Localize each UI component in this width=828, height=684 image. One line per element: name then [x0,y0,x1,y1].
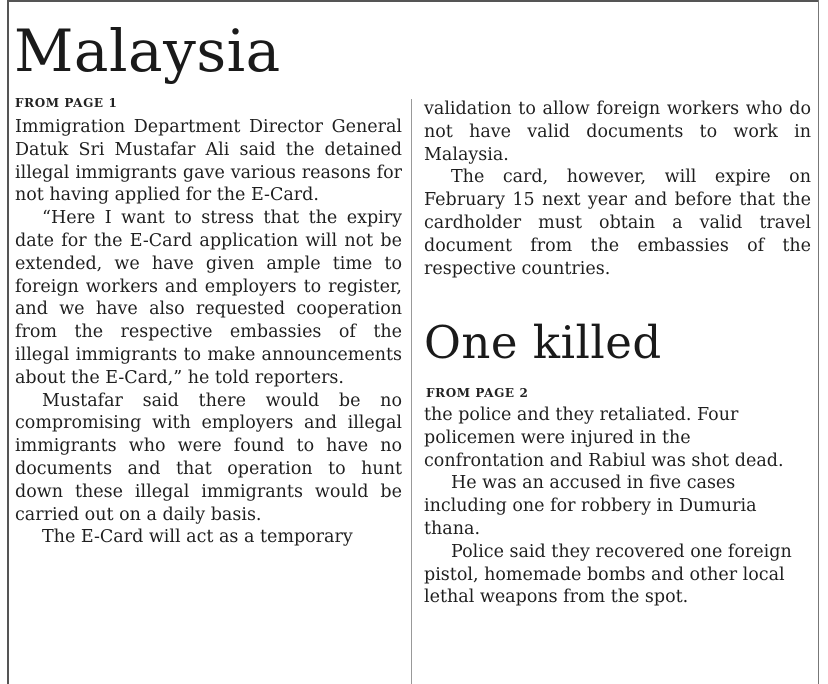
story1-paragraph-4-continued: validation to allow foreign workers who do not have valid documents to work in Malaysia. [424,99,811,165]
story1-column-left [15,116,402,549]
from-page-label-2: FROM PAGE 2 [426,386,529,400]
story2-paragraph-3: Police said they recovered one foreign pistol, homemade bombs and other local lethal weapons from the spot. [424,541,792,608]
story1-column-right [424,98,811,280]
story2-column [424,404,811,609]
story1-paragraph-2: “Here I want to stress that the expiry date for the E-Card application will not be extended, we have given ample time to foreign workers and employers to register, and we have also requested cooperation from the respective embassies of the illegal immigrants to make announcements about the E-Card,” he told reporters. [15,208,402,388]
headline-one-killed: One killed [424,316,662,369]
story1-paragraph-4: The E-Card will act as a temporary [42,527,353,548]
story2-paragraph-2: He was an accused in five cases including one for robbery in Dumuria thana. [424,473,757,539]
story1-paragraph-5: The card, however, will expire on February 15 next year and before that the cardholder must obtain a valid travel document from the embassies of the respective countries. [424,167,811,279]
frame-top-rule [7,0,819,2]
column-divider [411,99,412,684]
frame-left-rule [7,0,9,684]
story2-paragraph-1: the police and they retaliated. Four policemen were injured in the confrontation and Rabiul was shot dead. [424,405,784,471]
headline-malaysia: Malaysia [14,17,281,85]
story1-paragraph-3: Mustafar said there would be no compromising with employers and illegal immigrants who were found to have no documents and that operation to hunt down these illegal immigrants would be carried out on a daily basis. [15,390,402,525]
frame-right-rule [818,0,819,684]
from-page-label-1: FROM PAGE 1 [15,96,118,110]
story1-paragraph-1: Immigration Department Director General Datuk Sri Mustafar Ali said the detained illegal immigrants gave various reasons for not having applied for the E-Card. [15,117,402,206]
